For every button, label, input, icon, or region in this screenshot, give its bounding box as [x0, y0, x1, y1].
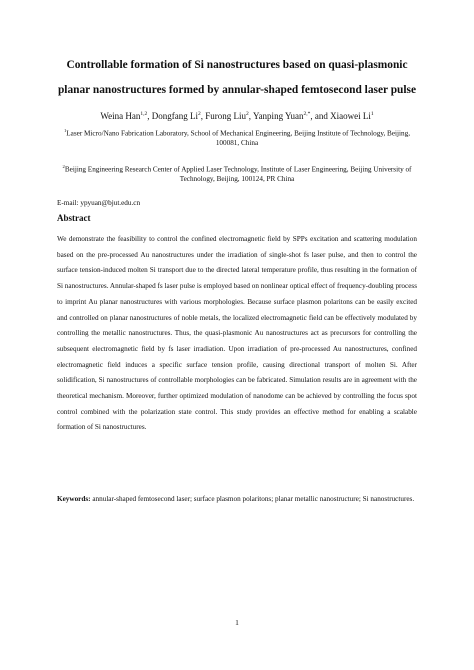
author-affiliation-mark: 1	[370, 111, 374, 117]
affiliation-text: Laser Micro/Nano Fabrication Laboratory, School of Mechanical Engineering, Beijing Institute of Technology, Beijing, 100081, China	[66, 129, 411, 148]
page-number: 1	[235, 618, 239, 627]
keywords-paragraph	[57, 492, 417, 508]
author-name: Dongfang Li	[151, 111, 199, 121]
keywords-label: Keywords:	[57, 495, 91, 503]
affiliation-1	[56, 126, 418, 148]
author-name: Furong Liu	[205, 111, 247, 121]
author-separator: , and	[310, 111, 331, 121]
author-name: Weina Han	[100, 111, 141, 121]
author-affiliation-mark: 2	[198, 111, 201, 117]
author-affiliation-mark: 2	[246, 111, 249, 117]
abstract-heading: Abstract	[57, 213, 91, 223]
keywords-text: annular-shaped femtosecond laser; surface plasmon polaritons; planar metallic nanostructure; Si nanostructures.	[90, 495, 415, 503]
author-separator: ,	[248, 111, 253, 121]
paper-title-line-1: Controllable formation of Si nanostructures based on quasi-plasmonic	[66, 59, 408, 71]
author-list	[40, 108, 434, 122]
author-name: Yanping Yuan	[252, 111, 304, 121]
corresponding-email: E-mail: ypyuan@bjut.edu.cn	[57, 199, 141, 207]
author-separator: ,	[147, 111, 152, 121]
affiliation-text: Beijing Engineering Research Center of Applied Laser Technology, Institute of Laser Engineering, Beijing University of Technology, Beijing, 100124, PR China	[64, 165, 412, 184]
author-separator: ,	[200, 111, 206, 121]
author-affiliation-mark: 1,2	[140, 111, 148, 117]
abstract-body: We demonstrate the feasibility to control the confined electromagnetic field by SPPs excitation and scattering modulation based on the pre-processed Au nanostructures under the irradiation of single-shot fs laser pulse, and then to control the surface tension-induced molten Si transport due to the directed lateral temperature profile, thus resulting in the formation of Si nanostructures. Annular-shaped fs laser pulse is employed based on nonlinear optical effect of frequency-doubling process to imprint Au planar nanostructures with various morphologies. Because surface plasmon polaritons can be easily excited and controlled on planar nanostructures of noble metals, the localized electromagnetic field can be effectively modulated by controlling the metallic nanostructures. Thus, the quasi-plasmonic Au nanostructures act as precursors for controlling the subsequent electromagnetic field by fs laser irradiation. Upon irradiation of pre-processed Au nanostructures, confined electromagnetic field induces a specific surface tension profile, causing directional transport of molten Si. After solidification, Si nanostructures of controllable morphologies can be fabricated. Simulation results are in agreement with the theoretical mechanism. Moreover, further optimized modulation of nanodome can be achieved by controlling the focus spot control combined with the polarization state control. This study provides an effective method for enabling a scalable formation of Si nanostructures.	[57, 235, 417, 432]
paper-title-line-2: planar nanostructures formed by annular-shaped femtosecond laser pulse	[57, 84, 417, 96]
author-affiliation-mark: 2,*	[303, 111, 311, 117]
author-name: Xiaowei Li	[330, 111, 371, 121]
affiliation-2	[56, 162, 418, 184]
affiliation-mark: 2	[62, 164, 65, 169]
affiliation-mark: 1	[63, 128, 67, 133]
